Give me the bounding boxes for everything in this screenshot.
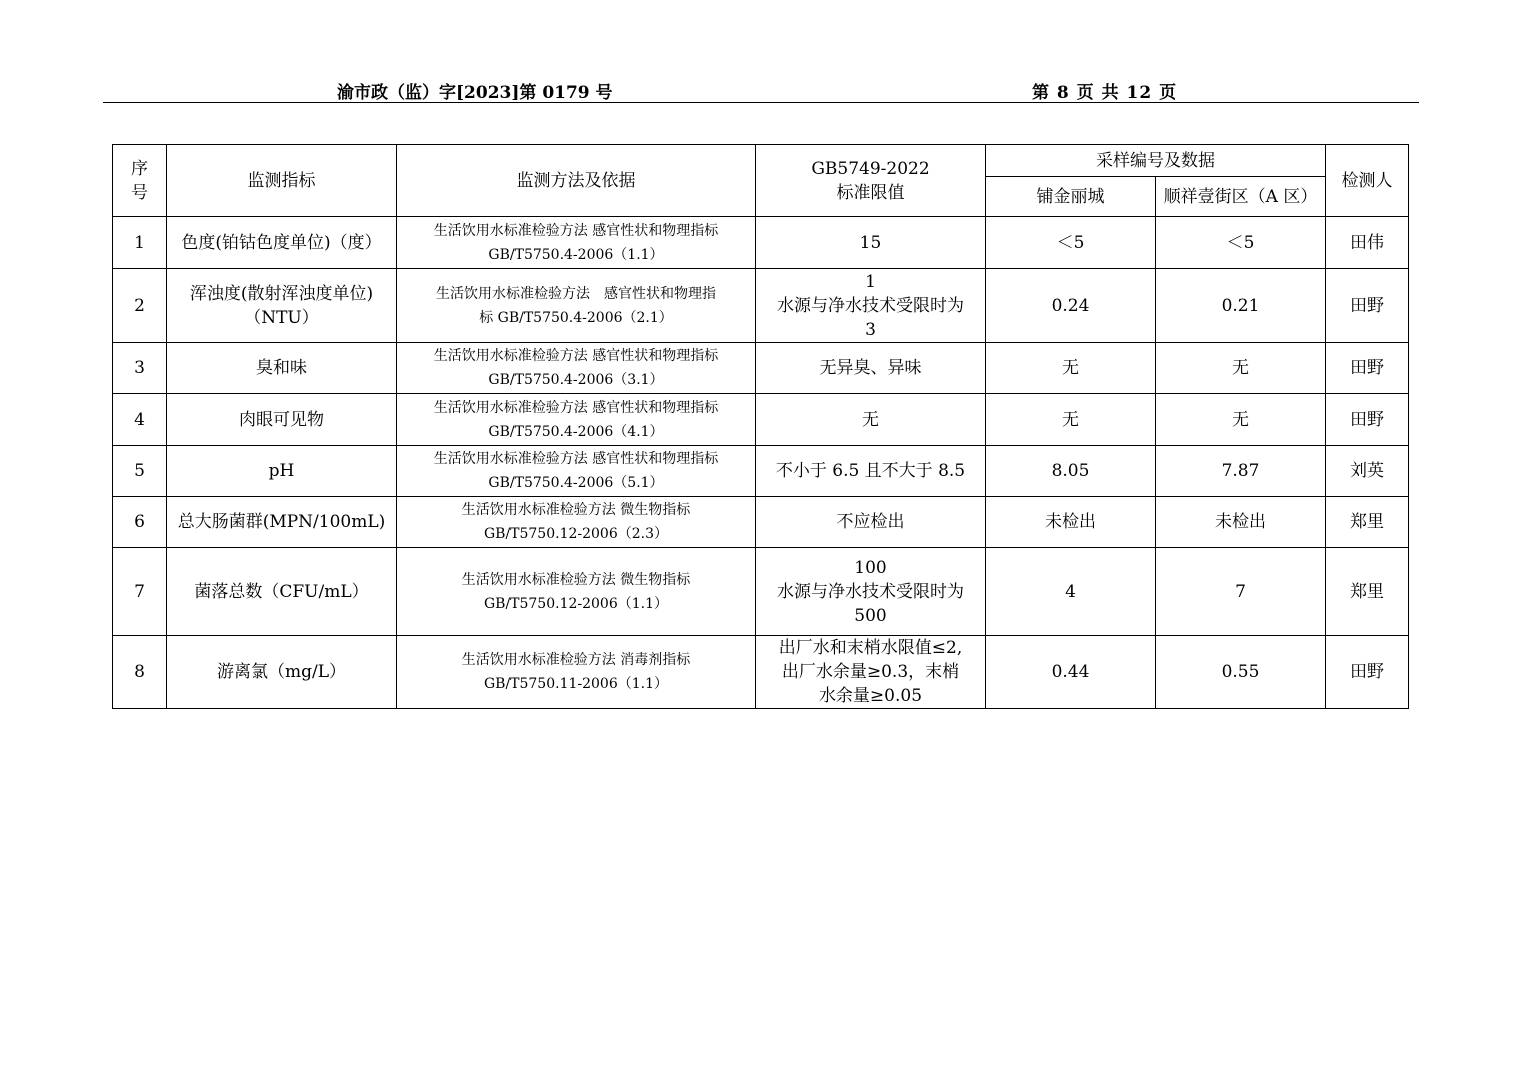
- table-row: [113, 548, 1409, 636]
- cell-method: [397, 217, 756, 269]
- header-standard: [756, 145, 986, 217]
- cell-seq: 4: [113, 394, 167, 446]
- indicator-line1: 浑浊度(散射浑浊度单位): [189, 283, 374, 304]
- header-seq: [113, 145, 167, 217]
- method-line1: 生活饮用水标准检验方法 消毒剂指标: [461, 652, 691, 668]
- header-standard-line1: GB5749-2022: [811, 158, 930, 179]
- cell-inspector: 田野: [1326, 636, 1409, 709]
- cell-seq: 6: [113, 497, 167, 548]
- method-line1: 生活饮用水标准检验方法 感官性状和物理指标: [433, 399, 719, 416]
- cell-method: [397, 343, 756, 394]
- cell-method: [397, 548, 756, 636]
- cell-indicator: pH: [167, 446, 397, 497]
- indicator-line2: （NTU）: [244, 307, 319, 328]
- cell-method: [397, 446, 756, 497]
- method-line2: GB/T5750.12-2006（1.1）: [483, 595, 669, 612]
- cell-indicator: 色度(铂钴色度单位)（度）: [167, 217, 397, 269]
- header-row-1: [113, 145, 1409, 177]
- cell-indicator: 总大肠菌群(MPN/100mL): [167, 497, 397, 548]
- cell-seq: 7: [113, 548, 167, 636]
- limit-line2: 出厂水余量≥0.3，末梢: [781, 662, 960, 682]
- cell-method: [397, 269, 756, 343]
- method-line2: 标 GB/T5750.4-2006（2.1）: [479, 309, 673, 326]
- cell-limit: [756, 548, 986, 636]
- cell-site1: 0.24: [986, 269, 1156, 343]
- cell-seq: 2: [113, 269, 167, 343]
- header-divider: [103, 102, 1419, 103]
- cell-site1: 4: [986, 548, 1156, 636]
- header-seq-line2: 号: [131, 182, 148, 203]
- method-line1: 生活饮用水标准检验方法 微生物指标: [461, 502, 691, 518]
- header-indicator: 监测指标: [167, 145, 397, 217]
- header-sampling-group: 采样编号及数据: [986, 145, 1326, 177]
- cell-site1: 0.44: [986, 636, 1156, 709]
- cell-site2: 无: [1156, 343, 1326, 394]
- method-line1: 生活饮用水标准检验方法 感官性状和物理指标: [433, 222, 719, 239]
- cell-site1: 8.05: [986, 446, 1156, 497]
- method-line1: 生活饮用水标准检验方法 感官性状和物理指标: [433, 348, 719, 364]
- cell-indicator: 肉眼可见物: [167, 394, 397, 446]
- limit-line2: 水源与净水技术受限时为: [777, 295, 964, 316]
- header-site1: 铺金丽城: [986, 177, 1156, 217]
- method-line2: GB/T5750.4-2006（3.1）: [488, 372, 664, 388]
- cell-inspector: 郑里: [1326, 497, 1409, 548]
- limit-line1: 100: [854, 557, 887, 578]
- cell-site1: ＜5: [986, 217, 1156, 269]
- cell-site2: 未检出: [1156, 497, 1326, 548]
- cell-inspector: 田伟: [1326, 217, 1409, 269]
- table-row: [113, 269, 1409, 343]
- method-line1: 生活饮用水标准检验方法 微生物指标: [461, 571, 691, 588]
- page-number: 第 8 页 共 12 页: [1032, 83, 1178, 103]
- cell-limit: [756, 636, 986, 709]
- method-line2: GB/T5750.4-2006（4.1）: [488, 423, 664, 440]
- header-site2: 顺祥壹街区（A 区）: [1156, 177, 1326, 217]
- cell-method: [397, 497, 756, 548]
- cell-inspector: 田野: [1326, 343, 1409, 394]
- cell-site2: ＜5: [1156, 217, 1326, 269]
- cell-limit: 不应检出: [756, 497, 986, 548]
- cell-inspector: 郑里: [1326, 548, 1409, 636]
- limit-line3: 3: [865, 319, 876, 340]
- cell-seq: 1: [113, 217, 167, 269]
- cell-site2: 7: [1156, 548, 1326, 636]
- method-line2: GB/T5750.4-2006（1.1）: [488, 246, 664, 263]
- cell-limit: 15: [756, 217, 986, 269]
- cell-site2: 无: [1156, 394, 1326, 446]
- cell-seq: 5: [113, 446, 167, 497]
- limit-line3: 500: [854, 605, 887, 626]
- method-line2: GB/T5750.11-2006（1.1）: [483, 676, 669, 692]
- header-method: 监测方法及依据: [397, 145, 756, 217]
- cell-site2: 0.55: [1156, 636, 1326, 709]
- table-row: [113, 636, 1409, 709]
- table-row: [113, 497, 1409, 548]
- cell-site1: 未检出: [986, 497, 1156, 548]
- cell-inspector: 田野: [1326, 394, 1409, 446]
- cell-inspector: 刘英: [1326, 446, 1409, 497]
- cell-site2: 0.21: [1156, 269, 1326, 343]
- cell-method: [397, 394, 756, 446]
- cell-indicator: 游离氯（mg/L）: [167, 636, 397, 709]
- cell-seq: 8: [113, 636, 167, 709]
- limit-line2: 水源与净水技术受限时为: [777, 581, 964, 602]
- method-line1: 生活饮用水标准检验方法 感官性状和物理指: [436, 285, 716, 302]
- cell-site1: 无: [986, 343, 1156, 394]
- cell-limit: 无异臭、异味: [756, 343, 986, 394]
- header-seq-line1: 序: [131, 158, 148, 179]
- table-row: [113, 343, 1409, 394]
- limit-line1: 出厂水和末梢水限值≤2,: [778, 638, 963, 658]
- cell-method: [397, 636, 756, 709]
- cell-seq: 3: [113, 343, 167, 394]
- header-inspector: 检测人: [1326, 145, 1409, 217]
- cell-limit: 不小于 6.5 且不大于 8.5: [756, 446, 986, 497]
- limit-line3: 水余量≥0.05: [818, 686, 923, 706]
- cell-indicator: 菌落总数（CFU/mL）: [167, 548, 397, 636]
- header-standard-line2: 标准限值: [836, 182, 905, 203]
- cell-indicator: 臭和味: [167, 343, 397, 394]
- water-quality-results-table: [112, 144, 1409, 709]
- cell-indicator: [167, 269, 397, 343]
- table-row: [113, 446, 1409, 497]
- cell-limit: 无: [756, 394, 986, 446]
- method-line2: GB/T5750.4-2006（5.1）: [488, 475, 664, 491]
- cell-site1: 无: [986, 394, 1156, 446]
- cell-inspector: 田野: [1326, 269, 1409, 343]
- method-line1: 生活饮用水标准检验方法 感官性状和物理指标: [433, 451, 719, 467]
- table-row: [113, 394, 1409, 446]
- method-line2: GB/T5750.12-2006（2.3）: [483, 526, 669, 542]
- cell-site2: 7.87: [1156, 446, 1326, 497]
- document-number: 渝市政（监）字[2023]第 0179 号: [337, 83, 613, 103]
- cell-limit: [756, 269, 986, 343]
- table-row: [113, 217, 1409, 269]
- limit-line1: 1: [865, 271, 876, 292]
